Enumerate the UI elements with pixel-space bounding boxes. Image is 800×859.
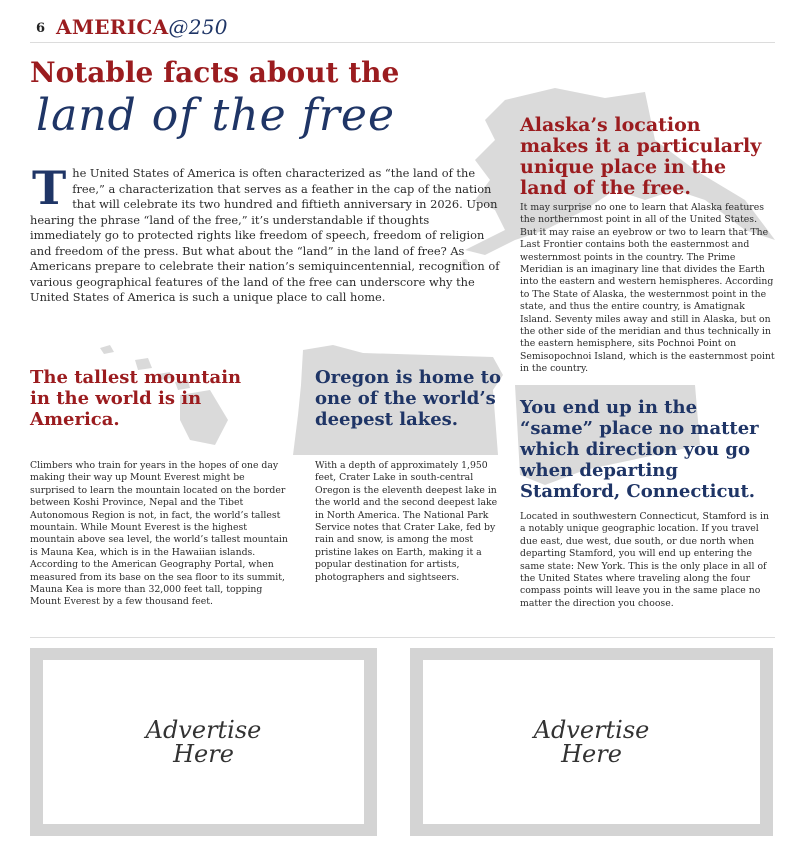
- ad-box-right-text: [522, 718, 662, 766]
- stamford-heading: You end up in the “same” place no matter which direction you go when departing Stamford, Connecticut.: [520, 397, 759, 502]
- headline-script: land of the free: [36, 90, 395, 141]
- stamford-body: Located in southwestern Connecticut, Stamford is in a notably unique geographic location. If you travel due east, due west, due south, or due north when departing Stamford, you will end up entering the same state: New York. This is the only place in all of the United States where traveling along the four compass points will leave you in the same place no matter the direction you choose.: [520, 511, 769, 609]
- page-header: [30, 14, 775, 43]
- ad-box-right[interactable]: [410, 648, 773, 836]
- tallest-mountain-heading: The tallest mountain in the world is in America.: [30, 367, 242, 430]
- oregon-heading: Oregon is home to one of the world’s deepest lakes.: [315, 367, 501, 430]
- tallest-mountain-body: Climbers who train for years in the hopes of one day making their way up Mount Everest might be surprised to learn the mountain located on the border between Koshi Province, Nepal and the Tibet Autonomous Region is not, in fact, the world’s tallest mountain. While Mount Everest is the highest mountain above sea level, the world’s tallest mountain is Mauna Kea, which is in the Hawaiian islands. According to the American Geography Portal, when measured from its base on the sea floor to its summit, Mauna Kea is more than 32,000 feet tall, topping Mount Everest by a few thousand feet.: [30, 460, 288, 608]
- drop-cap: T: [32, 161, 67, 215]
- ad-box-left-text: [134, 718, 274, 766]
- ad-box-right-line2: Here: [561, 740, 622, 768]
- alaska-body: It may surprise no one to learn that Alaska features the northernmost point in all of the United States. But it may raise an eyebrow or two to learn that The Last Frontier contains both the easternmost and westernmost points in the country. The Prime Meridian is an imaginary line that divides the Earth into the eastern and western hemispheres. According to The State of Alaska, the westernmost point in the state, and thus the entire country, is Amatignak Island. Seventy miles away and still in Alaska, but on the other side of the meridian and thus technically in the eastern hemisphere, sits Pochnoi Point on Semisopochnoi Island, which is the easternmost point in the country.: [520, 202, 775, 375]
- brand-main: AMERICA: [56, 15, 169, 39]
- intro-paragraph: [30, 161, 500, 306]
- headline: Notable facts about the: [30, 56, 400, 89]
- ad-box-left-line1: Advertise: [145, 716, 262, 744]
- page-number: 6: [36, 21, 46, 36]
- brand-suffix: @250: [168, 15, 228, 39]
- brand-logo: [56, 15, 228, 39]
- intro-text: he United States of America is often characterized as “the land of the free,” a characterization that serves as a feather in the cap of the nation that will celebrate its two hundred and fiftieth anniversary in 2026. Upon hearing the phrase “land of the free,” it’s understandable if thoughts immediately go to protected rights like freedom of speech, freedom of religion and freedom of the press. But what about the “land” in the land of free? As Americans prepare to celebrate their nation’s semiquincentennial, recognition of various geographical features of the land of the free can underscore why the United States of America is such a unique place to call home.: [30, 166, 500, 304]
- ad-box-right-inner: [423, 660, 760, 824]
- ad-box-left-line2: Here: [173, 740, 234, 768]
- section-divider: [30, 637, 775, 638]
- oregon-body: With a depth of approximately 1,950 feet, Crater Lake in south-central Oregon is the eleventh deepest lake in the world and the second deepest lake in North America. The National Park Service notes that Crater Lake, fed by rain and snow, is among the most pristine lakes on Earth, making it a popular destination for artists, photographers and sightseers.: [315, 460, 498, 583]
- ad-box-left-inner: [43, 660, 364, 824]
- ad-box-right-line1: Advertise: [533, 716, 650, 744]
- alaska-heading: Alaska’s location makes it a particularly unique place in the land of the free.: [520, 114, 762, 199]
- ad-box-left[interactable]: [30, 648, 377, 836]
